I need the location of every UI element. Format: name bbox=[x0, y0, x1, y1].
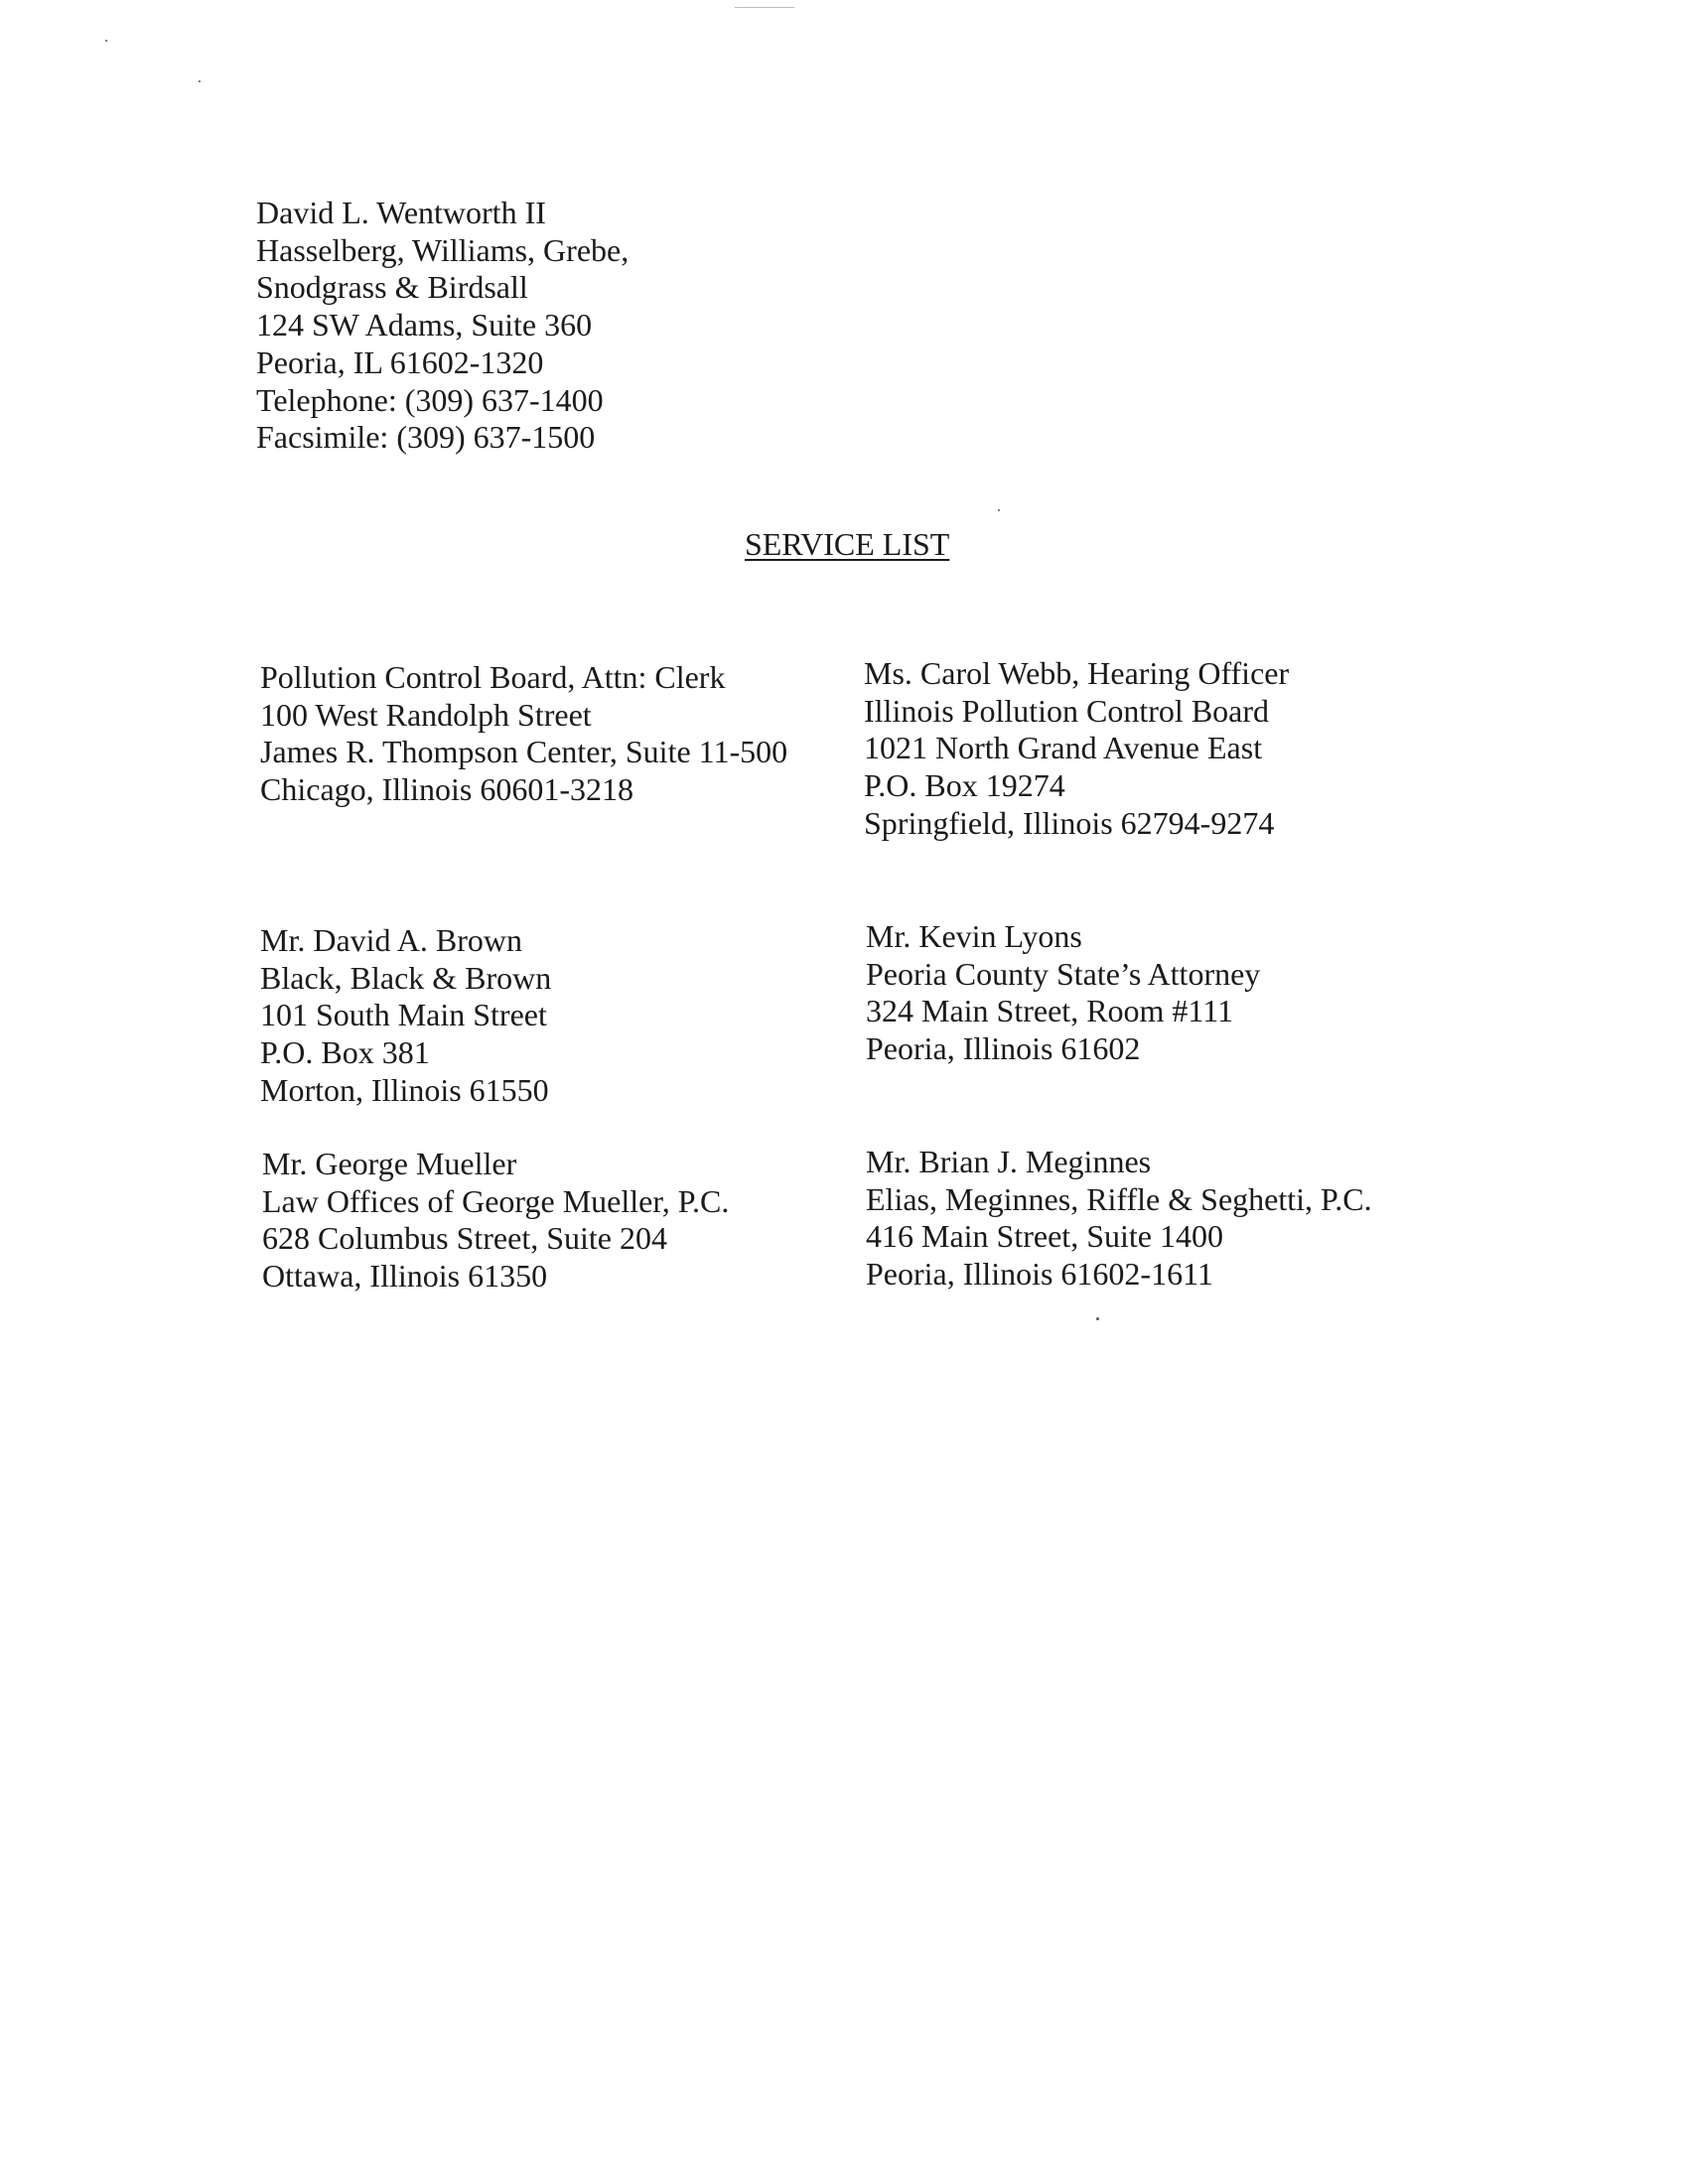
scan-speck bbox=[735, 7, 794, 8]
recipient-line: 101 South Main Street bbox=[260, 997, 547, 1033]
recipient-line: Ottawa, Illinois 61350 bbox=[262, 1258, 548, 1295]
recipient-line: Peoria, Illinois 61602 bbox=[866, 1030, 1141, 1067]
recipient-line: 628 Columbus Street, Suite 204 bbox=[262, 1220, 667, 1257]
sender-line: David L. Wentworth II bbox=[256, 195, 546, 230]
recipient-line: P.O. Box 19274 bbox=[864, 767, 1065, 804]
recipient-line: P.O. Box 381 bbox=[260, 1034, 430, 1071]
recipient-address-block bbox=[260, 659, 787, 809]
recipient-line: Peoria County State’s Attorney bbox=[866, 955, 1261, 992]
recipient-address-block bbox=[866, 918, 1260, 1068]
recipient-line: Pollution Control Board, Attn: Clerk bbox=[260, 659, 726, 695]
service-list-heading: SERVICE LIST bbox=[745, 526, 950, 562]
sender-line: 124 SW Adams, Suite 360 bbox=[256, 307, 593, 343]
sender-line: Peoria, IL 61602-1320 bbox=[256, 343, 544, 380]
recipient-address-block bbox=[260, 922, 551, 1110]
sender-line: Snodgrass & Birdsall bbox=[256, 269, 528, 306]
scan-speck bbox=[105, 40, 107, 42]
scan-speck bbox=[998, 509, 1000, 511]
recipient-address-block bbox=[262, 1146, 729, 1296]
recipient-line: Mr. Kevin Lyons bbox=[866, 918, 1082, 954]
recipient-address-block bbox=[864, 655, 1289, 843]
recipient-line: Peoria, Illinois 61602-1611 bbox=[866, 1256, 1213, 1293]
scan-speck bbox=[199, 80, 201, 82]
recipient-line: 1021 North Grand Avenue East bbox=[864, 730, 1263, 766]
recipient-line: Law Offices of George Mueller, P.C. bbox=[262, 1182, 730, 1219]
sender-address-block bbox=[256, 195, 629, 457]
recipient-line: James R. Thompson Center, Suite 11-500 bbox=[260, 734, 788, 770]
recipient-line: Mr. George Mueller bbox=[262, 1146, 517, 1181]
recipient-line: 324 Main Street, Room #111 bbox=[866, 993, 1234, 1029]
sender-line: Telephone: (309) 637-1400 bbox=[256, 381, 604, 418]
recipient-line: 100 West Randolph Street bbox=[260, 696, 592, 733]
recipient-line: Chicago, Illinois 60601-3218 bbox=[260, 771, 633, 808]
recipient-line: Mr. Brian J. Meginnes bbox=[866, 1144, 1152, 1179]
recipient-line: Ms. Carol Webb, Hearing Officer bbox=[864, 655, 1290, 691]
recipient-address-block bbox=[866, 1144, 1372, 1294]
recipient-line: Elias, Meginnes, Riffle & Seghetti, P.C. bbox=[866, 1180, 1372, 1217]
sender-line: Hasselberg, Williams, Grebe, bbox=[256, 231, 630, 268]
recipient-line: 416 Main Street, Suite 1400 bbox=[866, 1218, 1223, 1255]
recipient-line: Illinois Pollution Control Board bbox=[864, 692, 1270, 729]
recipient-line: Morton, Illinois 61550 bbox=[260, 1071, 549, 1108]
sender-line: Facsimile: (309) 637-1500 bbox=[256, 419, 596, 456]
recipient-line: Mr. David A. Brown bbox=[260, 922, 522, 958]
recipient-line: Springfield, Illinois 62794-9274 bbox=[864, 804, 1275, 841]
recipient-line: Black, Black & Brown bbox=[260, 959, 552, 996]
scan-speck bbox=[1096, 1317, 1099, 1320]
